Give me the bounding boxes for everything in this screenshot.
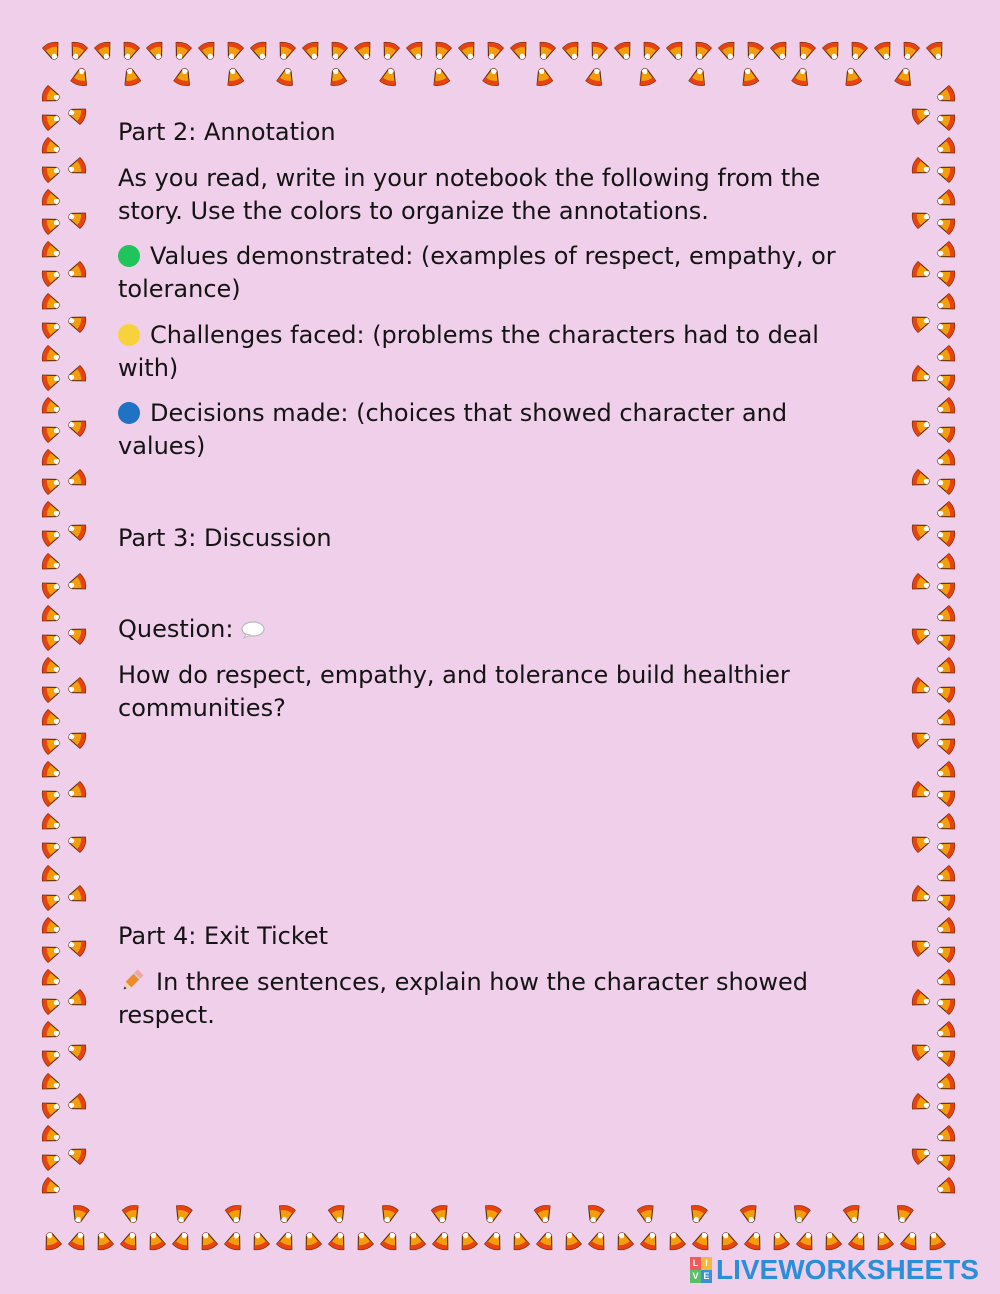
liveworksheets-logo-icon [690,1257,712,1283]
candy-corn-icon [911,365,932,386]
candy-corn-icon [41,1046,62,1067]
candy-corn-icon [935,838,956,859]
candy-corn-icon [41,605,62,626]
candy-corn-icon [899,41,920,62]
candy-corn-icon [41,293,62,314]
part2-intro-line-1: As you read, write in your notebook the following from the [118,164,821,192]
candy-corn-icon [482,1204,502,1224]
candy-corn-icon [66,208,87,229]
candy-corn-icon [935,994,956,1015]
candy-corn-icon [66,832,87,853]
candy-corn-icon [41,1073,62,1094]
part3-heading: Part 3: Discussion [118,524,332,552]
candy-corn-icon [911,208,932,229]
candy-corn-icon [935,553,956,574]
candy-corn-icon [911,989,932,1010]
candy-corn-icon [66,677,87,698]
candy-corn-icon [41,761,62,782]
candy-corn-icon [935,189,956,210]
candy-corn-icon [66,936,87,957]
candy-corn-icon [302,41,323,62]
candy-corn-icon [66,157,87,178]
candy-corn-icon [354,41,375,62]
candy-corn-icon [41,397,62,418]
candy-corn-icon [911,936,932,957]
question-label-row [118,613,888,646]
candy-corn-icon [911,416,932,437]
candy-corn-icon [66,520,87,541]
candy-corn-icon [275,41,296,62]
candy-corn-icon [911,677,932,698]
candy-corn-icon [848,1230,869,1251]
green-circle-icon [118,245,140,267]
candy-corn-icon [483,41,504,62]
annotation-values-text-cont: tolerance) [118,275,241,303]
candy-corn-icon [911,885,932,906]
candy-corn-icon [935,1073,956,1094]
candy-corn-icon [405,1230,426,1251]
candy-corn-icon [41,162,62,183]
candy-corn-icon [935,709,956,730]
candy-corn-icon [41,865,62,886]
candy-corn-icon [328,1204,348,1224]
candy-corn-icon [935,526,956,547]
candy-corn-icon [224,67,244,87]
candy-corn-icon [379,41,400,62]
candy-corn-icon [935,761,956,782]
candy-corn-icon [935,1125,956,1146]
candy-corn-icon [925,1230,946,1251]
candy-corn-icon [41,422,62,443]
candy-corn-icon [171,41,192,62]
candy-corn-icon [796,1230,817,1251]
candy-corn-icon [122,1204,142,1224]
candy-corn-icon [665,1230,686,1251]
candy-corn-icon [66,781,87,802]
candy-corn-icon [637,1204,657,1224]
candy-corn-icon [821,1230,842,1251]
logo-letter-v: V [690,1270,701,1283]
candy-corn-icon [41,682,62,703]
candy-corn-icon [842,67,862,87]
candy-corn-icon [535,41,556,62]
candy-corn-icon [935,890,956,911]
candy-corn-icon [843,1204,863,1224]
candy-corn-icon [41,917,62,938]
annotation-item-challenges [118,319,888,352]
candy-corn-icon [276,67,296,87]
candy-corn-icon [509,1230,530,1251]
candy-corn-icon [41,786,62,807]
candy-corn-icon [327,41,348,62]
candy-corn-icon [935,474,956,495]
candy-corn-icon [935,501,956,522]
candy-corn-icon [791,1204,811,1224]
candy-corn-icon [688,1204,708,1224]
candy-corn-icon [66,1040,87,1061]
candy-corn-icon [146,41,167,62]
candy-corn-icon [935,942,956,963]
candy-corn-icon [41,266,62,287]
candy-corn-icon [276,1204,296,1224]
candy-corn-icon [935,241,956,262]
candy-corn-icon [717,1230,738,1251]
candy-corn-icon [769,1230,790,1251]
candy-corn-icon [935,786,956,807]
candy-corn-icon [276,1230,297,1251]
candy-corn-icon [223,41,244,62]
candy-corn-icon [935,1098,956,1119]
candy-corn-icon [70,67,90,87]
exit-ticket-prompt-text: In three sentences, explain how the character showed [156,968,809,996]
candy-corn-icon [894,67,914,87]
candy-corn-icon [430,67,450,87]
candy-corn-icon [935,1150,956,1171]
candy-corn-icon [636,67,656,87]
candy-corn-icon [431,41,452,62]
candy-corn-icon [41,318,62,339]
candy-corn-icon [66,1144,87,1165]
question-label: Question: [118,615,234,643]
candy-corn-icon [718,41,739,62]
candy-corn-icon [119,41,140,62]
candy-corn-icon [328,1230,349,1251]
candy-corn-icon [431,1204,451,1224]
candy-corn-icon [41,1177,62,1198]
candy-corn-icon [380,1230,401,1251]
candy-corn-icon [66,104,87,125]
candy-corn-icon [145,1230,166,1251]
candy-corn-icon [640,1230,661,1251]
candy-corn-icon [911,104,932,125]
candy-corn-icon [66,573,87,594]
candy-corn-icon [911,520,932,541]
candy-corn-icon [224,1230,245,1251]
speech-bubble-icon [241,621,265,639]
candy-corn-icon [688,67,708,87]
candy-corn-icon [66,312,87,333]
logo-letter-l: L [690,1257,701,1270]
candy-corn-icon [587,41,608,62]
candy-corn-icon [66,989,87,1010]
candy-corn-icon [93,1230,114,1251]
candy-corn-icon [66,416,87,437]
candy-corn-icon [935,345,956,366]
blue-circle-icon [118,402,140,424]
candy-corn-icon [744,1230,765,1251]
candy-corn-icon [561,1230,582,1251]
candy-corn-icon [740,1204,760,1224]
yellow-circle-icon [118,324,140,346]
candy-corn-icon [249,1230,270,1251]
part2-intro-line-2: story. Use the colors to organize the annotations. [118,197,709,225]
candy-corn-icon [510,41,531,62]
candy-corn-icon [197,1230,218,1251]
candy-corn-icon [874,41,895,62]
candy-corn-icon [173,67,193,87]
candy-corn-icon [41,657,62,678]
candy-corn-icon [457,1230,478,1251]
candy-corn-icon [406,41,427,62]
candy-corn-icon [41,813,62,834]
candy-corn-icon [666,41,687,62]
part4-heading: Part 4: Exit Ticket [118,922,329,950]
candy-corn-icon [121,67,141,87]
candy-corn-icon [911,832,932,853]
candy-corn-icon [41,1021,62,1042]
candy-corn-icon [935,630,956,651]
candy-corn-icon [926,41,947,62]
candy-corn-icon [70,1204,90,1224]
candy-corn-icon [911,312,932,333]
candy-corn-icon [935,266,956,287]
candy-corn-icon [250,41,271,62]
candy-corn-icon [911,781,932,802]
candy-corn-icon [41,1125,62,1146]
candy-corn-icon [66,469,87,490]
candy-corn-icon [614,41,635,62]
candy-corn-icon [613,1230,634,1251]
annotation-challenges-text: Challenges faced: (problems the characters had to deal [150,321,819,349]
candy-corn-icon [562,41,583,62]
candy-corn-icon [935,1046,956,1067]
candy-corn-icon [353,1230,374,1251]
question-text-line-1: How do respect, empathy, and tolerance build healthier [118,661,790,689]
candy-corn-icon [935,917,956,938]
candy-corn-icon [225,1204,245,1224]
candy-corn-icon [41,137,62,158]
candy-corn-icon [173,1204,193,1224]
candy-corn-icon [911,573,932,594]
annotation-item-decisions [118,397,888,430]
candy-corn-icon [691,41,712,62]
candy-corn-icon [41,370,62,391]
candy-corn-icon [66,624,87,645]
candy-corn-icon [935,293,956,314]
candy-corn-icon [41,630,62,651]
candy-corn-icon [432,1230,453,1251]
candy-corn-icon [94,41,115,62]
candy-corn-icon [533,67,553,87]
candy-corn-icon [935,657,956,678]
candy-corn-icon [66,365,87,386]
candy-corn-icon [41,838,62,859]
candy-corn-icon [770,41,791,62]
candy-corn-icon [41,969,62,990]
candy-corn-icon [536,1230,557,1251]
candy-corn-icon [911,469,932,490]
candy-corn-icon [935,682,956,703]
candy-corn-icon [639,41,660,62]
candy-corn-icon [41,526,62,547]
candy-corn-icon [935,578,956,599]
candy-corn-icon [67,41,88,62]
candy-corn-icon [911,624,932,645]
candy-corn-icon [66,261,87,282]
candy-corn-icon [822,41,843,62]
candy-corn-icon [458,41,479,62]
candy-corn-icon [379,1204,399,1224]
candy-corn-icon [198,41,219,62]
candy-corn-icon [41,1150,62,1171]
annotation-values-text: Values demonstrated: (examples of respect, empathy, or [150,242,836,270]
pencil-icon [118,967,146,995]
candy-corn-icon [935,969,956,990]
candy-corn-icon [935,214,956,235]
candy-corn-icon [900,1230,921,1251]
candy-corn-icon [41,214,62,235]
candy-corn-icon [41,1230,62,1251]
candy-corn-icon [41,85,62,106]
candy-corn-icon [935,85,956,106]
candy-corn-icon [873,1230,894,1251]
candy-corn-icon [935,110,956,131]
brand-name: LIVEWORKSHEETS [716,1254,979,1285]
candy-corn-icon [585,1204,605,1224]
candy-corn-icon [41,709,62,730]
candy-corn-icon [379,67,399,87]
candy-corn-icon [41,501,62,522]
candy-corn-icon [935,137,956,158]
candy-corn-icon [911,261,932,282]
liveworksheets-logo [690,1256,979,1284]
candy-corn-icon [534,1204,554,1224]
candy-corn-icon [41,110,62,131]
candy-corn-icon [41,942,62,963]
candy-corn-icon [41,890,62,911]
candy-corn-icon [41,578,62,599]
candy-corn-icon [795,41,816,62]
annotation-decisions-text-cont: values) [118,432,206,460]
candy-corn-icon [66,885,87,906]
candy-corn-icon [41,1098,62,1119]
candy-corn-icon [301,1230,322,1251]
candy-corn-icon [935,734,956,755]
candy-corn-icon [41,734,62,755]
candy-corn-icon [847,41,868,62]
candy-corn-icon [41,553,62,574]
candy-corn-icon [172,1230,193,1251]
candy-corn-icon [41,345,62,366]
candy-corn-icon [911,1144,932,1165]
candy-corn-icon [791,67,811,87]
part2-heading: Part 2: Annotation [118,118,336,146]
candy-corn-icon [120,1230,141,1251]
candy-corn-icon [935,865,956,886]
candy-corn-icon [935,397,956,418]
candy-corn-icon [894,1204,914,1224]
candy-corn-icon [327,67,347,87]
candy-corn-icon [935,449,956,470]
candy-corn-icon [935,813,956,834]
candy-corn-icon [911,1093,932,1114]
candy-corn-icon [911,728,932,749]
candy-corn-icon [42,41,63,62]
annotation-item-values [118,240,888,273]
candy-corn-icon [41,189,62,210]
candy-corn-icon [484,1230,505,1251]
candy-corn-icon [935,318,956,339]
candy-corn-icon [935,422,956,443]
candy-corn-icon [588,1230,609,1251]
candy-corn-icon [66,1093,87,1114]
candy-corn-icon [41,241,62,262]
annotation-decisions-text: Decisions made: (choices that showed character and [150,399,788,427]
candy-corn-icon [935,370,956,391]
candy-corn-icon [66,728,87,749]
candy-corn-icon [743,41,764,62]
candy-corn-icon [935,1177,956,1198]
exit-ticket-prompt [118,966,888,999]
candy-corn-icon [482,67,502,87]
logo-letter-i: I [701,1257,712,1270]
candy-corn-icon [68,1230,89,1251]
candy-corn-icon [935,162,956,183]
candy-corn-icon [935,605,956,626]
candy-corn-icon [911,157,932,178]
candy-corn-icon [41,994,62,1015]
exit-ticket-prompt-cont: respect. [118,1001,215,1029]
candy-corn-icon [911,1040,932,1061]
candy-corn-icon [692,1230,713,1251]
candy-corn-icon [41,449,62,470]
candy-corn-icon [585,67,605,87]
logo-letter-e: E [701,1270,712,1283]
candy-corn-icon [41,474,62,495]
candy-corn-icon [739,67,759,87]
question-text-line-2: communities? [118,694,286,722]
candy-corn-icon [935,1021,956,1042]
annotation-challenges-text-cont: with) [118,354,179,382]
